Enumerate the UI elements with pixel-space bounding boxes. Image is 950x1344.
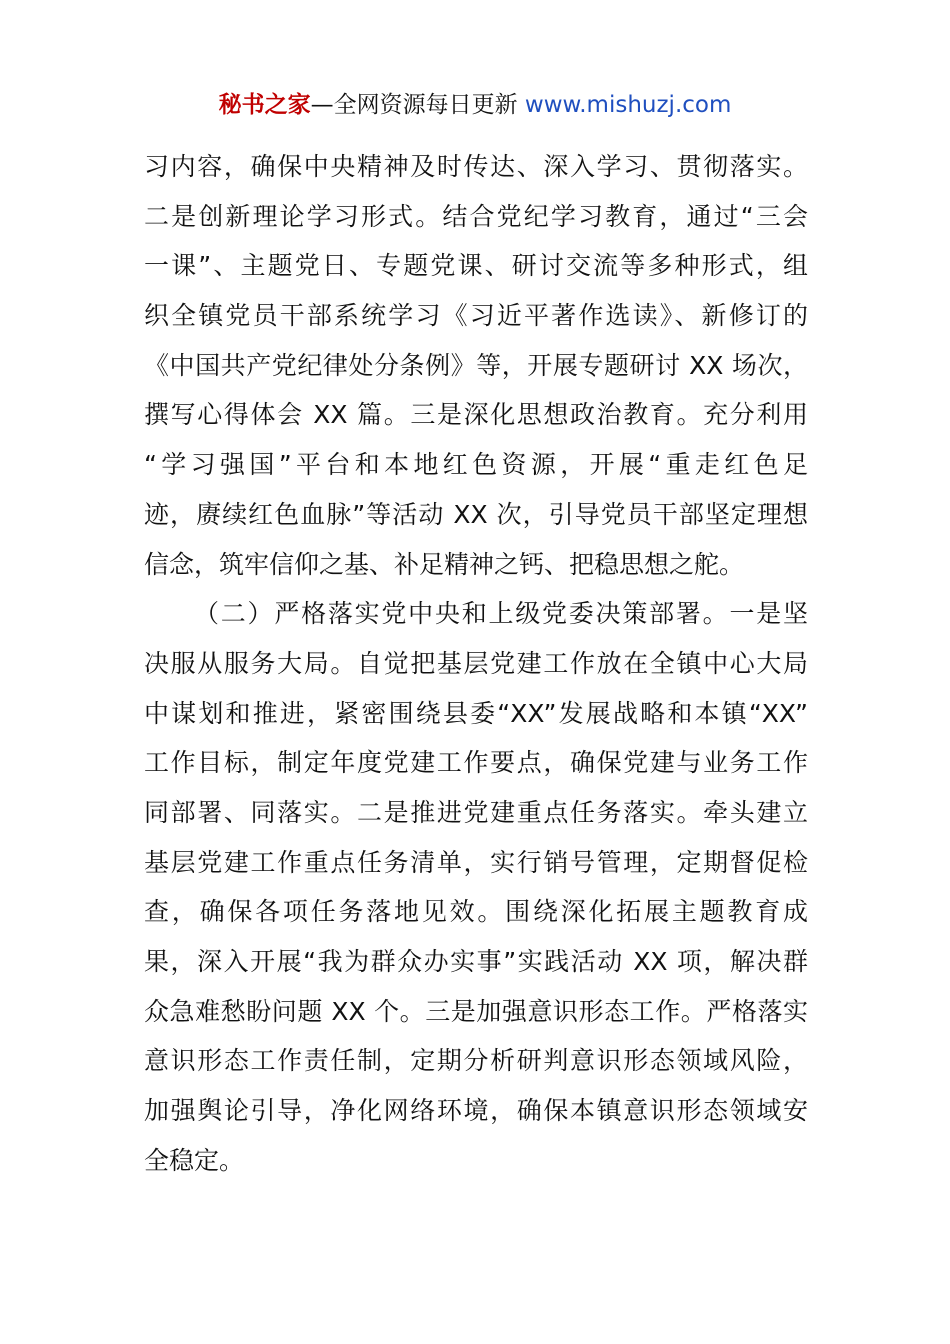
text-line: 织全镇党员干部系统学习《习近平著作选读》、新修订的 [144,301,808,331]
text-line: “学习强国”平台和本地红色资源，开展“重走红色足 [144,450,808,480]
text-line: 加强舆论引导，净化网络环境，确保本镇意识形态领域安 [144,1096,808,1126]
section-heading-line: （二）严格落实党中央和上级党委决策部署。一是坚 [194,599,808,629]
document-body [144,142,808,1185]
text-line: 信念，筑牢信仰之基、补足精神之钙、把稳思想之舵。 [144,549,745,579]
text-line: 一课”、主题党日、专题党课、研讨交流等多种形式，组 [144,251,808,281]
page-header [0,88,950,122]
text-line: 意识形态工作责任制，定期分析研判意识形态领域风险， [144,1046,808,1076]
header-brand: 秘书之家 [218,92,311,118]
text-line: 众急难愁盼问题 XX 个。三是加强意识形态工作。严格落实 [144,996,808,1026]
text-line: 工作目标，制定年度党建工作要点，确保党建与业务工作 [144,748,808,778]
text-line: 二是创新理论学习形式。结合党纪学习教育，通过“三会 [144,201,808,231]
text-line: 迹，赓续红色血脉”等活动 XX 次，引导党员干部坚定理想 [144,499,808,529]
text-line: 全稳定。 [144,1145,245,1175]
text-line: 基层党建工作重点任务清单，实行销号管理，定期督促检 [144,847,808,877]
text-line: 中谋划和推进，紧密围绕县委“XX”发展战略和本镇“XX” [144,698,808,728]
text-line: 撰写心得体会 XX 篇。三是深化思想政治教育。充分利用 [144,400,808,430]
text-line: 果，深入开展“我为群众办实事”实践活动 XX 项，解决群 [144,947,808,976]
header-url-link[interactable]: www.mishuzj.com [524,92,732,118]
header-tagline: —全网资源每日更新 [310,92,518,118]
text-line: 《中国共产党纪律处分条例》等，开展专题研讨 XX 场次， [144,350,808,380]
text-line: 习内容，确保中央精神及时传达、深入学习、贯彻落实。 [144,152,808,181]
text-line: 同部署、同落实。二是推进党建重点任务落实。牵头建立 [144,797,808,827]
text-line: 查，确保各项任务落地见效。围绕深化拓展主题教育成 [144,897,808,927]
text-line: 决服从服务大局。自觉把基层党建工作放在全镇中心大局 [144,648,808,678]
